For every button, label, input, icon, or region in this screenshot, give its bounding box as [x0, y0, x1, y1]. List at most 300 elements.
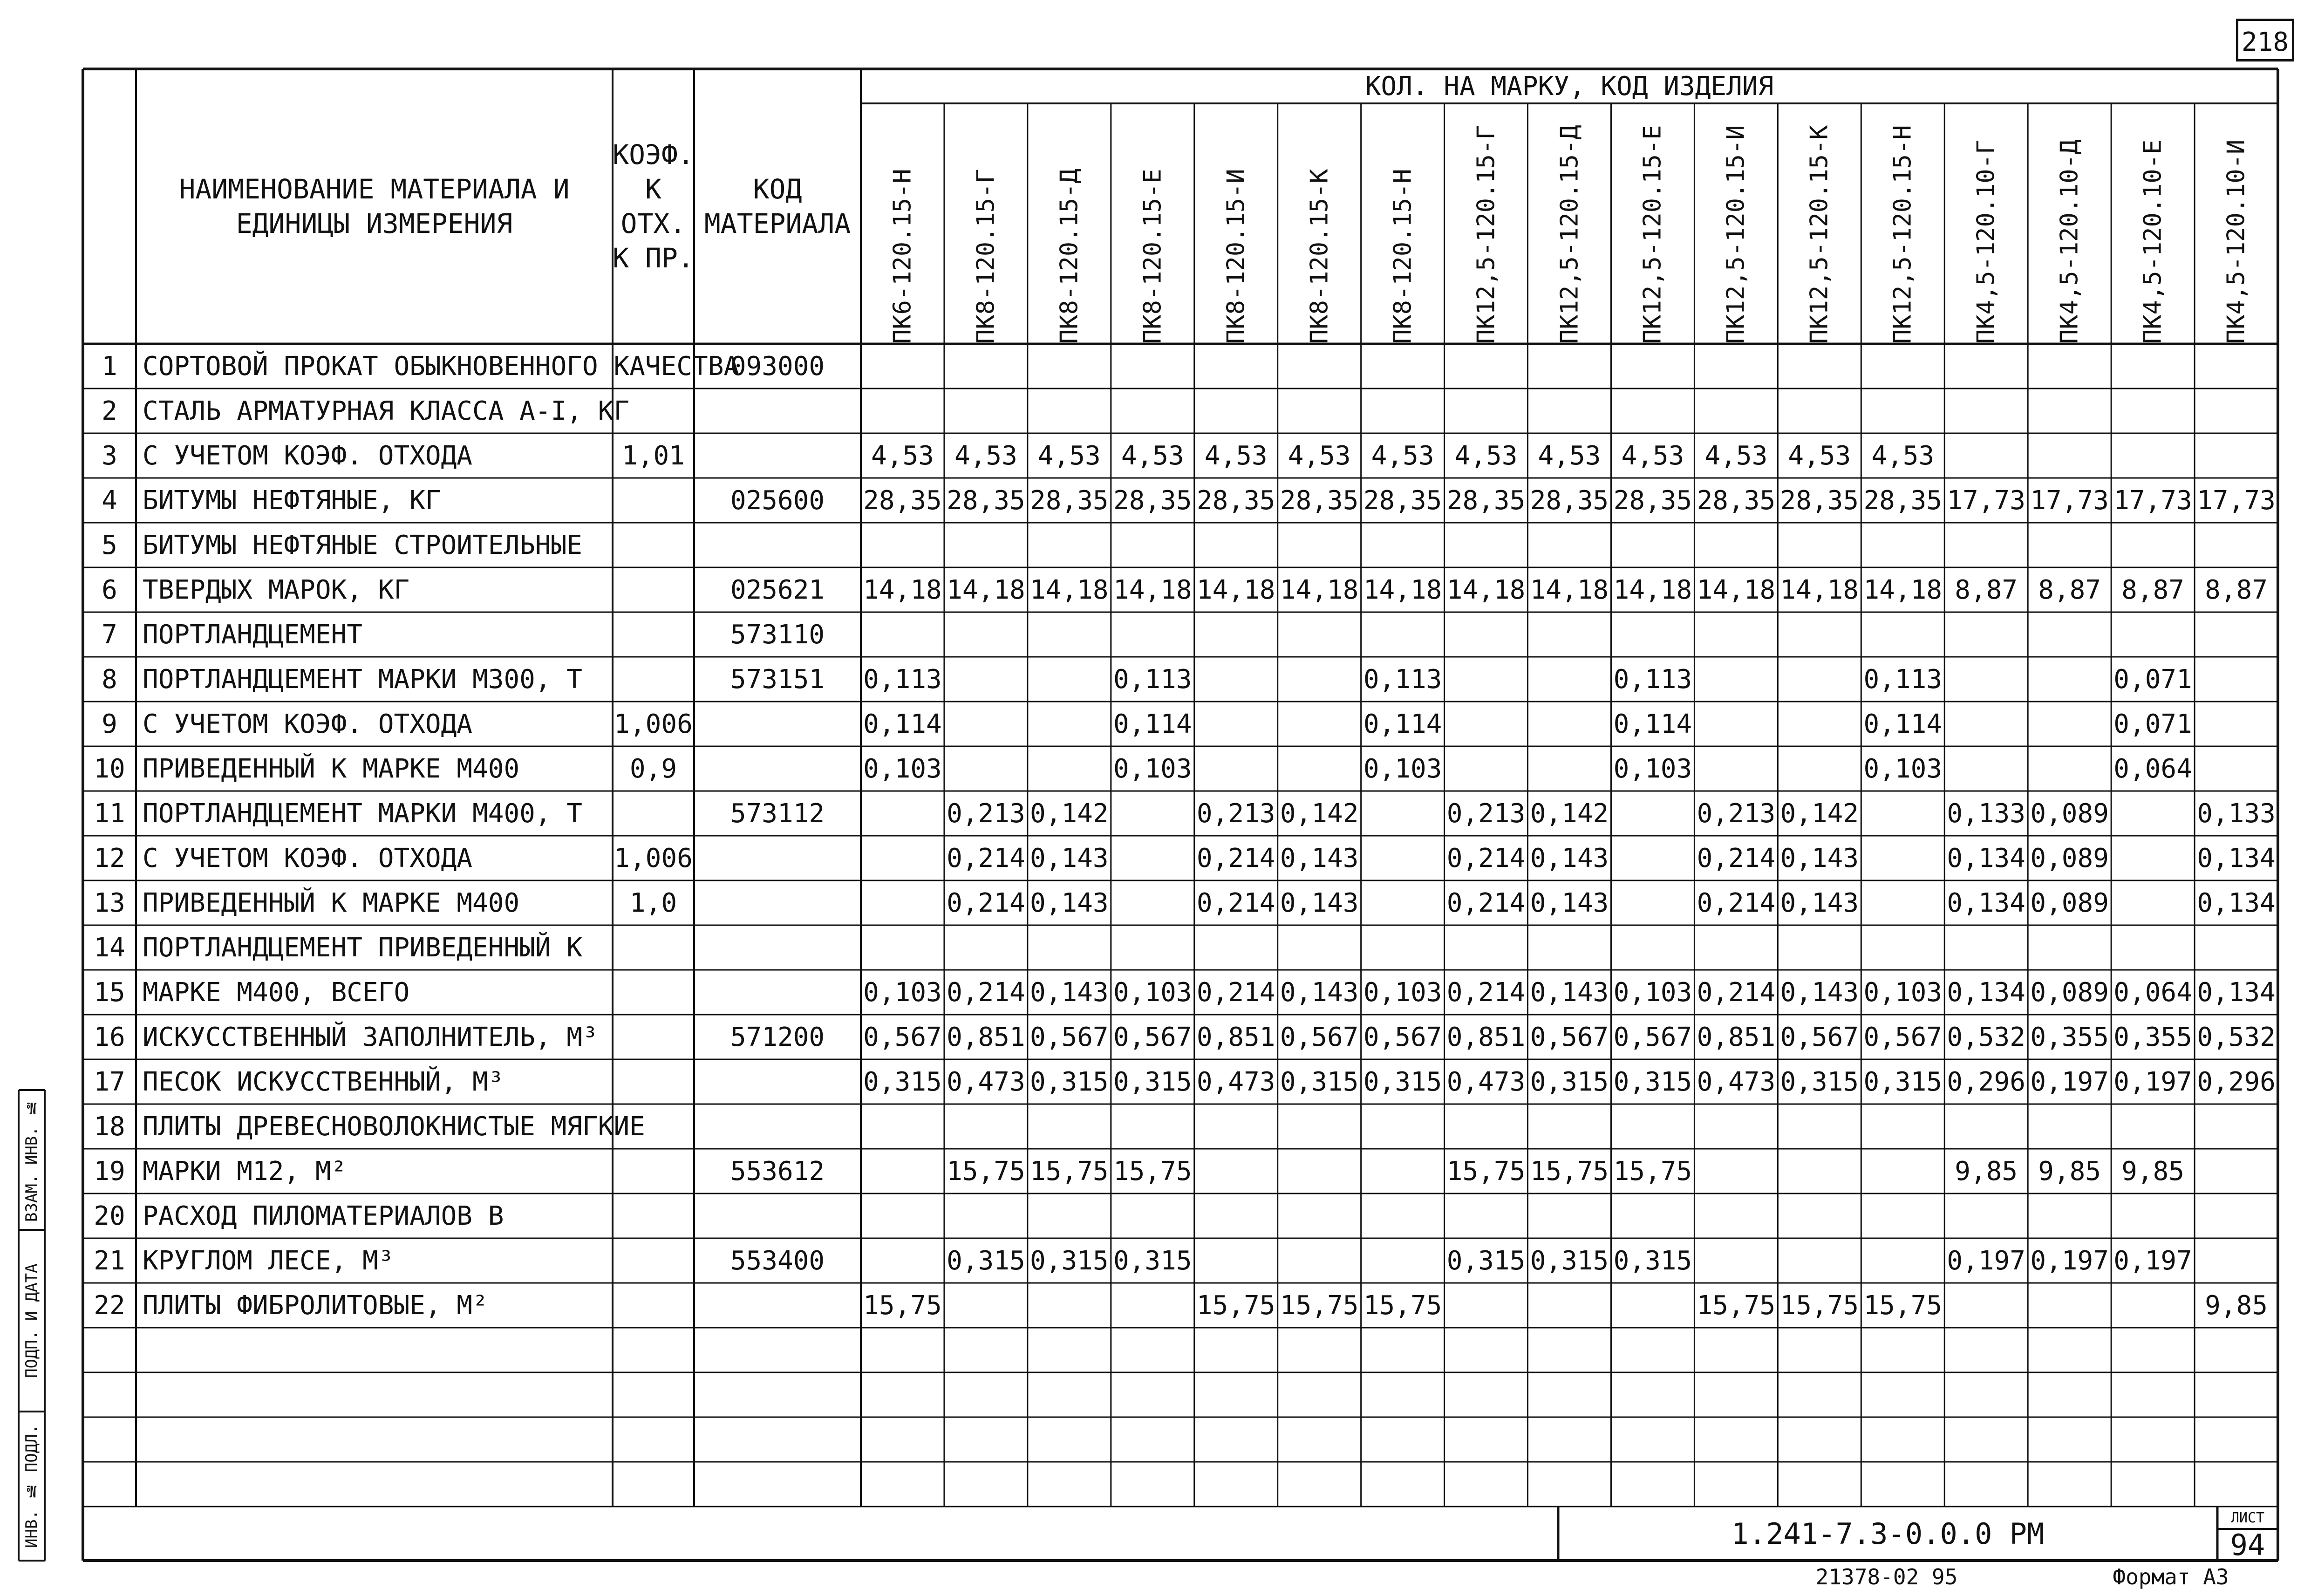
- quantity-cell: [861, 1104, 944, 1149]
- quantity-cell: 0,473: [1196, 1066, 1275, 1097]
- quantity-cell: [2195, 433, 2278, 478]
- quantity-cell: [1694, 1194, 1778, 1238]
- quantity-cell: [1278, 702, 1361, 746]
- quantity-cell: [944, 1194, 1028, 1238]
- quantity-cell: 4,53: [871, 440, 934, 471]
- quantity-cell: 4,53: [1454, 440, 1518, 471]
- quantity-cell: [1778, 1149, 1861, 1194]
- quantity-cell: [861, 1194, 944, 1238]
- quantity-cell: [1944, 1194, 2028, 1238]
- quantity-cell: [2111, 1194, 2195, 1238]
- quantity-cell: [1694, 344, 1778, 389]
- quantity-cell: 0,071: [2113, 664, 2192, 695]
- quantity-cell: 0,142: [1780, 798, 1859, 829]
- quantity-cell: [2111, 523, 2195, 567]
- side-stamp-label: ИНВ. № ПОДЛ.: [22, 1424, 41, 1548]
- quantity-cell: 14,18: [947, 574, 1025, 605]
- quantity-cell: 4,53: [1371, 440, 1434, 471]
- quantity-cell: 0,143: [1780, 977, 1859, 1008]
- coefficient-value: [613, 612, 694, 657]
- product-header: ПК4,5-120.10-Д: [2055, 139, 2084, 344]
- quantity-cell: [1861, 836, 1944, 880]
- quantity-cell: [1778, 389, 1861, 433]
- quantity-cell: [1528, 1194, 1611, 1238]
- quantity-cell: [1694, 1104, 1778, 1149]
- quantity-cell: [1194, 1238, 1278, 1283]
- quantity-cell: 9,85: [2121, 1156, 2184, 1187]
- quantity-cell: 0,213: [1697, 798, 1776, 829]
- quantity-cell: 0,114: [1113, 709, 1192, 739]
- quantity-cell: [1111, 836, 1194, 880]
- quantity-cell: 0,315: [1113, 1245, 1192, 1276]
- quantity-cell: [2111, 433, 2195, 478]
- coefficient-value: [613, 1015, 694, 1059]
- quantity-cell: [2028, 657, 2111, 702]
- quantity-cell: [2195, 612, 2278, 657]
- quantity-cell: [2028, 344, 2111, 389]
- quantity-cell: 9,85: [1955, 1156, 2018, 1187]
- quantity-cell: [1944, 1104, 2028, 1149]
- row-number: 7: [102, 619, 117, 650]
- quantity-cell: 14,18: [1530, 574, 1609, 605]
- quantity-cell: [1278, 1238, 1361, 1283]
- quantity-cell: 0,103: [1613, 753, 1692, 784]
- quantity-cell: 4,53: [1204, 440, 1268, 471]
- quantity-cell: 0,315: [863, 1066, 942, 1097]
- quantity-cell: [2195, 746, 2278, 791]
- quantity-cell: 0,315: [1280, 1066, 1359, 1097]
- material-code: [694, 1283, 861, 1328]
- quantity-cell: 14,18: [1113, 574, 1192, 605]
- quantity-cell: 15,75: [1196, 1290, 1275, 1321]
- product-header: ПК12,5-120.15-Д: [1555, 125, 1583, 344]
- quantity-cell: 28,35: [1780, 485, 1859, 516]
- quantity-cell: 28,35: [863, 485, 942, 516]
- quantity-cell: 28,35: [947, 485, 1025, 516]
- quantity-cell: 0,143: [1280, 977, 1359, 1008]
- material-name: ПЛИТЫ ДРЕВЕСНОВОЛОКНИСТЫЕ МЯГКИЕ: [143, 1111, 645, 1142]
- quantity-cell: 17,73: [2197, 485, 2276, 516]
- product-header: ПК12,5-120.15-И: [1722, 125, 1750, 344]
- quantity-cell: 0,103: [863, 753, 942, 784]
- quantity-cell: 4,53: [1538, 440, 1601, 471]
- material-name: ИСКУССТВЕННЫЙ ЗАПОЛНИТЕЛЬ, М³: [143, 1022, 598, 1052]
- quantity-cell: [1361, 612, 1445, 657]
- quantity-cell: 0,567: [1030, 1022, 1109, 1052]
- quantity-cell: [2195, 702, 2278, 746]
- quantity-cell: 0,567: [1530, 1022, 1609, 1052]
- quantity-cell: 28,35: [1446, 485, 1526, 516]
- coefficient-value: [613, 1149, 694, 1194]
- coefficient-value: [613, 970, 694, 1015]
- quantity-cell: [1611, 791, 1694, 836]
- quantity-cell: [1111, 1283, 1194, 1328]
- material-code: [694, 389, 861, 433]
- quantity-cell: [1278, 523, 1361, 567]
- material-code: 553612: [730, 1156, 825, 1187]
- quantity-cell: 28,35: [1280, 485, 1359, 516]
- quantity-cell: 15,75: [1697, 1290, 1776, 1321]
- quantity-cell: [2111, 925, 2195, 970]
- quantity-cell: 0,214: [947, 843, 1025, 873]
- quantity-cell: 0,473: [1446, 1066, 1526, 1097]
- coefficient-value: [613, 478, 694, 523]
- coefficient-value: [613, 1194, 694, 1238]
- quantity-cell: 8,87: [2038, 574, 2101, 605]
- quantity-cell: 14,18: [1280, 574, 1359, 605]
- row-number: 14: [94, 932, 125, 963]
- quantity-cell: [1778, 612, 1861, 657]
- quantity-cell: [1194, 1104, 1278, 1149]
- quantity-cell: [944, 523, 1028, 567]
- quantity-cell: 0,143: [1530, 977, 1609, 1008]
- quantity-cell: [2028, 1283, 2111, 1328]
- product-header: ПК12,5-120.15-Е: [1638, 125, 1667, 344]
- quantity-cell: 0,214: [1446, 977, 1526, 1008]
- material-code: 025621: [730, 574, 825, 605]
- product-header: ПК12,5-120.15-К: [1805, 125, 1834, 344]
- quantity-cell: [1111, 925, 1194, 970]
- quantity-cell: [1445, 1104, 1528, 1149]
- quantity-cell: [2111, 791, 2195, 836]
- quantity-cell: [861, 925, 944, 970]
- quantity-cell: 0,113: [1113, 664, 1192, 695]
- quantity-cell: [1778, 344, 1861, 389]
- quantity-cell: 0,143: [1530, 887, 1609, 918]
- quantity-cell: 0,567: [1113, 1022, 1192, 1052]
- quantity-cell: [1361, 1149, 1445, 1194]
- quantity-cell: [1611, 612, 1694, 657]
- row-number: 21: [94, 1245, 125, 1276]
- quantity-cell: 0,214: [1196, 887, 1275, 918]
- product-header: ПК12,5-120.15-Н: [1888, 125, 1917, 344]
- quantity-cell: [1611, 836, 1694, 880]
- quantity-cell: 28,35: [1363, 485, 1442, 516]
- quantity-cell: 0,197: [2113, 1245, 2192, 1276]
- quantity-cell: 0,355: [2030, 1022, 2109, 1052]
- quantity-cell: [2195, 925, 2278, 970]
- quantity-cell: [1861, 791, 1944, 836]
- quantity-cell: [1694, 746, 1778, 791]
- quantity-cell: 0,064: [2113, 977, 2192, 1008]
- quantity-cell: 14,18: [1697, 574, 1776, 605]
- quantity-cell: 0,103: [1863, 977, 1943, 1008]
- quantity-cell: [944, 746, 1028, 791]
- quantity-cell: [1861, 344, 1944, 389]
- quantity-cell: [1028, 344, 1111, 389]
- quantity-cell: 0,315: [1780, 1066, 1859, 1097]
- row-number: 19: [94, 1156, 125, 1187]
- quantity-cell: [1028, 925, 1111, 970]
- material-name: ПОРТЛАНДЦЕМЕНТ МАРКИ М300, Т: [143, 664, 583, 695]
- quantity-cell: [1944, 612, 2028, 657]
- quantity-cell: 4,53: [954, 440, 1017, 471]
- quantity-cell: 0,214: [947, 977, 1025, 1008]
- quantity-cell: [2111, 880, 2195, 925]
- quantity-cell: 0,315: [1113, 1066, 1192, 1097]
- quantity-cell: [1445, 657, 1528, 702]
- quantity-cell: [1278, 389, 1361, 433]
- quantity-cell: 0,213: [1446, 798, 1526, 829]
- quantity-cell: [861, 1149, 944, 1194]
- quantity-cell: [1028, 1283, 1111, 1328]
- quantity-cell: 0,142: [1280, 798, 1359, 829]
- quantity-cell: [1694, 657, 1778, 702]
- quantity-cell: [944, 657, 1028, 702]
- quantity-cell: 28,35: [1113, 485, 1192, 516]
- quantity-cell: [2028, 1104, 2111, 1149]
- quantity-cell: [861, 1238, 944, 1283]
- row-number: 9: [102, 709, 117, 739]
- quantity-cell: [1861, 523, 1944, 567]
- product-header: ПК8-120.15-Д: [1055, 169, 1084, 344]
- quantity-cell: [1944, 925, 2028, 970]
- material-code: 025600: [730, 485, 825, 516]
- quantity-cell: [1111, 389, 1194, 433]
- quantity-cell: 28,35: [1863, 485, 1943, 516]
- quantity-cell: 9,85: [2038, 1156, 2101, 1187]
- quantity-cell: 0,103: [1863, 753, 1943, 784]
- quantity-cell: [1861, 880, 1944, 925]
- coefficient-value: 1,0: [629, 887, 677, 918]
- quantity-cell: [1111, 1194, 1194, 1238]
- material-code: [694, 433, 861, 478]
- quantity-cell: [1445, 702, 1528, 746]
- material-code: [694, 1104, 861, 1149]
- quantity-cell: [944, 344, 1028, 389]
- material-name: МАРКЕ М400, ВСЕГО: [143, 977, 410, 1008]
- quantity-cell: [861, 389, 944, 433]
- quantity-cell: 4,53: [1788, 440, 1851, 471]
- quantity-cell: 28,35: [1196, 485, 1275, 516]
- quantity-cell: [2028, 1194, 2111, 1238]
- quantity-cell: 0,134: [1947, 977, 2025, 1008]
- quantity-cell: 0,089: [2030, 843, 2109, 873]
- quantity-cell: [1111, 1104, 1194, 1149]
- quantity-cell: [1528, 389, 1611, 433]
- quantity-cell: 0,103: [1613, 977, 1692, 1008]
- quantity-cell: [1778, 1238, 1861, 1283]
- product-header: ПК8-120.15-Н: [1389, 169, 1417, 344]
- quantity-cell: [1361, 1238, 1445, 1283]
- material-code: 553400: [730, 1245, 825, 1276]
- material-code: 573151: [730, 664, 825, 695]
- quantity-cell: [1361, 836, 1445, 880]
- row-number: 22: [94, 1290, 125, 1321]
- quantity-cell: 0,214: [1196, 843, 1275, 873]
- quantity-cell: [1194, 1194, 1278, 1238]
- quantity-cell: [1194, 612, 1278, 657]
- quantity-cell: 9,85: [2205, 1290, 2268, 1321]
- quantity-cell: 0,103: [1363, 753, 1442, 784]
- quantity-cell: [1528, 612, 1611, 657]
- quantity-cell: [1944, 344, 2028, 389]
- material-code: [694, 1194, 861, 1238]
- quantity-cell: [1028, 1104, 1111, 1149]
- quantity-cell: [1361, 1194, 1445, 1238]
- quantity-cell: 28,35: [1697, 485, 1776, 516]
- coefficient-header: КОЭФ. К ОТХ. К ПР.: [613, 139, 694, 274]
- quantity-cell: [1611, 344, 1694, 389]
- quantity-cell: [1694, 523, 1778, 567]
- quantity-cell: 0,133: [2197, 798, 2276, 829]
- quantity-cell: 0,143: [1780, 887, 1859, 918]
- coefficient-value: [613, 1104, 694, 1149]
- quantity-cell: [2111, 1283, 2195, 1328]
- quantity-cell: 0,197: [2113, 1066, 2192, 1097]
- quantity-cell: 14,18: [1196, 574, 1275, 605]
- quantity-cell: 0,214: [947, 887, 1025, 918]
- quantity-cell: 0,103: [1113, 977, 1192, 1008]
- quantity-cell: [2195, 1194, 2278, 1238]
- quantity-cell: [1861, 612, 1944, 657]
- quantity-cell: 15,75: [1863, 1290, 1943, 1321]
- quantity-cell: [1694, 612, 1778, 657]
- quantity-cell: [1528, 344, 1611, 389]
- quantity-cell: [2028, 612, 2111, 657]
- quantity-cell: [1278, 925, 1361, 970]
- row-number: 11: [94, 798, 125, 829]
- quantity-cell: [861, 612, 944, 657]
- quantity-cell: [1111, 523, 1194, 567]
- quantity-cell: [1611, 1104, 1694, 1149]
- quantity-cell: 0,143: [1280, 887, 1359, 918]
- material-name: БИТУМЫ НЕФТЯНЫЕ, КГ: [143, 485, 441, 516]
- row-number: 1: [102, 351, 117, 382]
- quantity-cell: [1111, 612, 1194, 657]
- coefficient-value: [613, 344, 694, 389]
- quantity-cell: 0,071: [2113, 709, 2192, 739]
- quantity-cell: 0,142: [1030, 798, 1109, 829]
- quantity-cell: [2028, 433, 2111, 478]
- quantity-cell: 28,35: [1613, 485, 1692, 516]
- product-header: ПК8-120.15-И: [1222, 169, 1250, 344]
- material-code: [694, 746, 861, 791]
- quantity-cell: 0,089: [2030, 798, 2109, 829]
- quantity-cell: 15,75: [1363, 1290, 1442, 1321]
- material-name: КРУГЛОМ ЛЕСЕ, М³: [143, 1245, 394, 1276]
- quantity-cell: 15,75: [863, 1290, 942, 1321]
- material-name: ТВЕРДЫХ МАРОК, КГ: [143, 574, 410, 605]
- coefficient-value: [613, 523, 694, 567]
- material-name: ПОРТЛАНДЦЕМЕНТ ПРИВЕДЕННЫЙ К: [143, 932, 583, 963]
- quantity-cell: [1194, 925, 1278, 970]
- material-name: ПОРТЛАНДЦЕМЕНТ МАРКИ М400, Т: [143, 798, 583, 829]
- quantity-cell: 0,315: [1363, 1066, 1442, 1097]
- quantity-cell: [1694, 389, 1778, 433]
- coefficient-value: [613, 657, 694, 702]
- coefficient-value: [613, 389, 694, 433]
- quantity-cell: [2195, 1149, 2278, 1194]
- quantity-cell: [1445, 746, 1528, 791]
- quantity-cell: [1528, 523, 1611, 567]
- quantity-cell: [2195, 344, 2278, 389]
- side-stamp-label: ПОДП. И ДАТА: [22, 1263, 41, 1378]
- quantity-cell: [2028, 925, 2111, 970]
- row-number: 10: [94, 753, 125, 784]
- quantity-cell: 14,18: [863, 574, 942, 605]
- quantity-cell: 0,315: [1030, 1066, 1109, 1097]
- quantity-cell: [1611, 1194, 1694, 1238]
- product-header: ПК8-120.15-Е: [1138, 169, 1167, 344]
- row-number: 8: [102, 664, 117, 695]
- quantity-cell: [1944, 523, 2028, 567]
- quantity-cell: [2111, 1104, 2195, 1149]
- quantity-cell: 0,567: [1280, 1022, 1359, 1052]
- quantity-cell: [1944, 702, 2028, 746]
- quantity-cell: 0,315: [1030, 1245, 1109, 1276]
- quantity-cell: [1361, 523, 1445, 567]
- material-name: БИТУМЫ НЕФТЯНЫЕ СТРОИТЕЛЬНЫЕ: [143, 530, 583, 560]
- quantity-cell: [1778, 657, 1861, 702]
- row-number: 16: [94, 1022, 125, 1052]
- quantity-cell: [1445, 612, 1528, 657]
- quantity-cell: 0,213: [1196, 798, 1275, 829]
- material-code: 093000: [730, 351, 825, 382]
- coefficient-value: [613, 791, 694, 836]
- quantity-cell: 8,87: [2121, 574, 2184, 605]
- quantity-cell: [1028, 702, 1111, 746]
- material-code: 573110: [730, 619, 825, 650]
- quantity-cell: [1778, 746, 1861, 791]
- quantity-cell: [2028, 702, 2111, 746]
- quantity-cell: 15,75: [1030, 1156, 1109, 1187]
- material-code: 571200: [730, 1022, 825, 1052]
- quantity-cell: [2195, 389, 2278, 433]
- quantity-cell: [2195, 523, 2278, 567]
- quantity-cell: [1778, 702, 1861, 746]
- quantity-cell: 0,143: [1030, 843, 1109, 873]
- quantity-cell: 0,103: [1363, 977, 1442, 1008]
- quantity-cell: [944, 612, 1028, 657]
- product-header: ПК4,5-120.10-Г: [1972, 139, 2000, 344]
- coefficient-value: [613, 1283, 694, 1328]
- row-number: 5: [102, 530, 117, 560]
- material-name: ПЛИТЫ ФИБРОЛИТОВЫЕ, М²: [143, 1290, 488, 1321]
- quantity-cell: [861, 791, 944, 836]
- quantity-cell: [1528, 746, 1611, 791]
- quantity-cell: [1778, 523, 1861, 567]
- quantity-cell: 0,355: [2113, 1022, 2192, 1052]
- quantity-cell: [1361, 925, 1445, 970]
- quantity-cell: [1445, 1194, 1528, 1238]
- quantity-cell: [1278, 344, 1361, 389]
- quantity-cell: 0,197: [1947, 1245, 2025, 1276]
- quantity-cell: [1528, 1283, 1611, 1328]
- quantity-cell: 0,214: [1196, 977, 1275, 1008]
- quantity-cell: 0,532: [2197, 1022, 2276, 1052]
- quantity-cell: [2028, 389, 2111, 433]
- quantity-cell: 0,473: [947, 1066, 1025, 1097]
- quantity-cell: 15,75: [1280, 1290, 1359, 1321]
- material-name: ПОРТЛАНДЦЕМЕНТ: [143, 619, 363, 650]
- row-number: 15: [94, 977, 125, 1008]
- quantity-cell: 28,35: [1030, 485, 1109, 516]
- quantity-cell: [861, 880, 944, 925]
- quantity-cell: 4,53: [1704, 440, 1768, 471]
- quantity-cell: [2028, 523, 2111, 567]
- material-name: РАСХОД ПИЛОМАТЕРИАЛОВ В: [143, 1200, 504, 1231]
- quantity-cell: 17,73: [2113, 485, 2192, 516]
- quantity-cell: [1861, 1194, 1944, 1238]
- quantity-cell: [1861, 925, 1944, 970]
- material-code: [694, 970, 861, 1015]
- row-number: 20: [94, 1200, 125, 1231]
- quantity-cell: 15,75: [1780, 1290, 1859, 1321]
- quantity-cell: 14,18: [1030, 574, 1109, 605]
- material-name: С УЧЕТОМ КОЭФ. ОТХОДА: [143, 843, 473, 873]
- quantity-cell: [1611, 925, 1694, 970]
